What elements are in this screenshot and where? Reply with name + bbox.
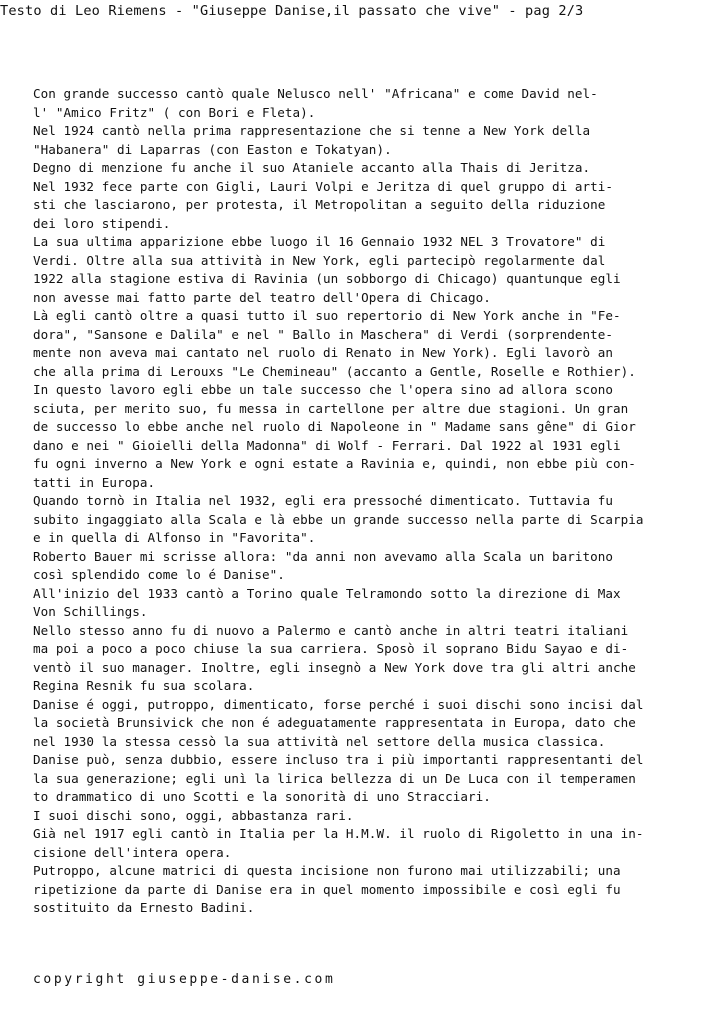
text-line: ripetizione da parte di Danise era in quel momento impossibile e così egli fu	[33, 881, 621, 897]
text-line: La sua ultima apparizione ebbe luogo il 16 Gennaio 1932 NEL 3 Trovatore" di	[33, 234, 606, 249]
text-line: Nel 1932 fece parte con Gigli, Lauri Volpi e Jeritza di quel gruppo di arti-	[33, 178, 614, 194]
text-line: Già nel 1917 egli cantò in Italia per la H.M.W. il ruolo di Rigoletto in una in-	[33, 826, 644, 841]
text-line: non avesse mai fatto parte del teatro dell'Opera di Chicago.	[33, 289, 491, 305]
text-line: In questo lavoro egli ebbe un tale successo che l'opera sino ad allora scono	[33, 382, 614, 397]
text-line: dei loro stipendi.	[33, 215, 171, 231]
article-body	[33, 85, 703, 918]
text-line: subito ingaggiato alla Scala e là ebbe un grande successo nella parte di Scarpia	[33, 511, 644, 527]
text-line: la società Brunsivick che non é adeguatamente rappresentata in Europa, dato che	[33, 715, 636, 730]
text-line: Degno di menzione fu anche il suo Ataniele accanto alla Thais di Jeritza.	[33, 160, 591, 175]
text-line: sciuta, per merito suo, fu messa in cartellone per altre due stagioni. Un gran	[33, 400, 629, 416]
text-line: tatti in Europa.	[33, 474, 156, 490]
text-line: dano e nei " Gioielli della Madonna" di Wolf - Ferrari. Dal 1922 al 1931 egli	[33, 437, 621, 453]
text-line: Là egli cantò oltre a quasi tutto il suo repertorio di New York anche in "Fe-	[33, 308, 621, 323]
text-line: la sua generazione; egli unì la lirica bellezza di un De Luca con il temperamen	[33, 770, 636, 786]
text-line: che alla prima di Lerouxs "Le Chemineau" (accanto a Gentle, Roselle e Rothier).	[33, 363, 636, 379]
copyright-footer: copyright giuseppe-danise.com	[33, 972, 336, 987]
text-line: sostituito da Ernesto Badini.	[33, 900, 255, 915]
page-header: Testo di Leo Riemens - "Giuseppe Danise,il passato che vive" - pag 2/3	[0, 3, 584, 19]
text-line: Roberto Bauer mi scrisse allora: "da anni non avevamo alla Scala un baritono	[33, 548, 614, 564]
text-line: Danise può, senza dubbio, essere incluso tra i più importanti rappresentanti del	[33, 752, 644, 767]
text-line: ventò il suo manager. Inoltre, egli insegnò a New York dove tra gli altri anche	[33, 659, 636, 675]
text-line: Quando tornò in Italia nel 1932, egli era pressoché dimenticato. Tuttavia fu	[33, 493, 614, 508]
text-line: ma poi a poco a poco chiuse la sua carriera. Sposò il soprano Bidu Sayao e di-	[33, 641, 629, 656]
text-line: nel 1930 la stessa cessò la sua attività nel settore della musica classica.	[33, 733, 606, 749]
text-line: All'inizio del 1933 cantò a Torino quale Telramondo sotto la direzione di Max	[33, 585, 621, 601]
text-line: 1922 alla stagione estiva di Ravinia (un sobborgo di Chicago) quantunque egli	[33, 271, 621, 286]
text-line: sti che lasciarono, per protesta, il Metropolitan a seguito della riduzione	[33, 197, 606, 212]
text-line: Putroppo, alcune matrici di questa incisione non furono mai utilizzabili; una	[33, 863, 621, 878]
text-line: Regina Resnik fu sua scolara.	[33, 678, 255, 693]
text-line: I suoi dischi sono, oggi, abbastanza rari.	[33, 807, 354, 823]
text-line: così splendido come lo é Danise".	[33, 567, 285, 582]
text-line: Danise é oggi, putroppo, dimenticato, forse perché i suoi dischi sono incisi dal	[33, 696, 644, 712]
text-line: de successo lo ebbe anche nel ruolo di Napoleone in " Madame sans gêne" di Gior	[33, 419, 636, 434]
text-line: Von Schillings.	[33, 604, 148, 619]
text-line: "Habanera" di Laparras (con Easton e Tokatyan).	[33, 141, 392, 157]
text-line: l' "Amico Fritz" ( con Bori e Fleta).	[33, 104, 316, 120]
text-line: dora", "Sansone e Dalila" e nel " Ballo in Maschera" di Verdi (sorprendente-	[33, 326, 614, 342]
text-line: Con grande successo cantò quale Nelusco nell' "Africana" e come David nel-	[33, 86, 598, 101]
text-line: cisione dell'intera opera.	[33, 844, 232, 860]
text-line: e in quella di Alfonso in "Favorita".	[33, 530, 316, 545]
text-line: to drammatico di uno Scotti e la sonorità di uno Stracciari.	[33, 789, 491, 804]
text-line: Verdi. Oltre alla sua attività in New York, egli partecipò regolarmente dal	[33, 252, 606, 268]
text-line: Nel 1924 cantò nella prima rappresentazione che si tenne a New York della	[33, 123, 591, 138]
text-line: fu ogni inverno a New York e ogni estate a Ravinia e, quindi, non ebbe più con-	[33, 456, 636, 471]
text-line: mente non aveva mai cantato nel ruolo di Renato in New York). Egli lavorò an	[33, 345, 614, 360]
text-line: Nello stesso anno fu di nuovo a Palermo e cantò anche in altri teatri italiani	[33, 622, 629, 638]
